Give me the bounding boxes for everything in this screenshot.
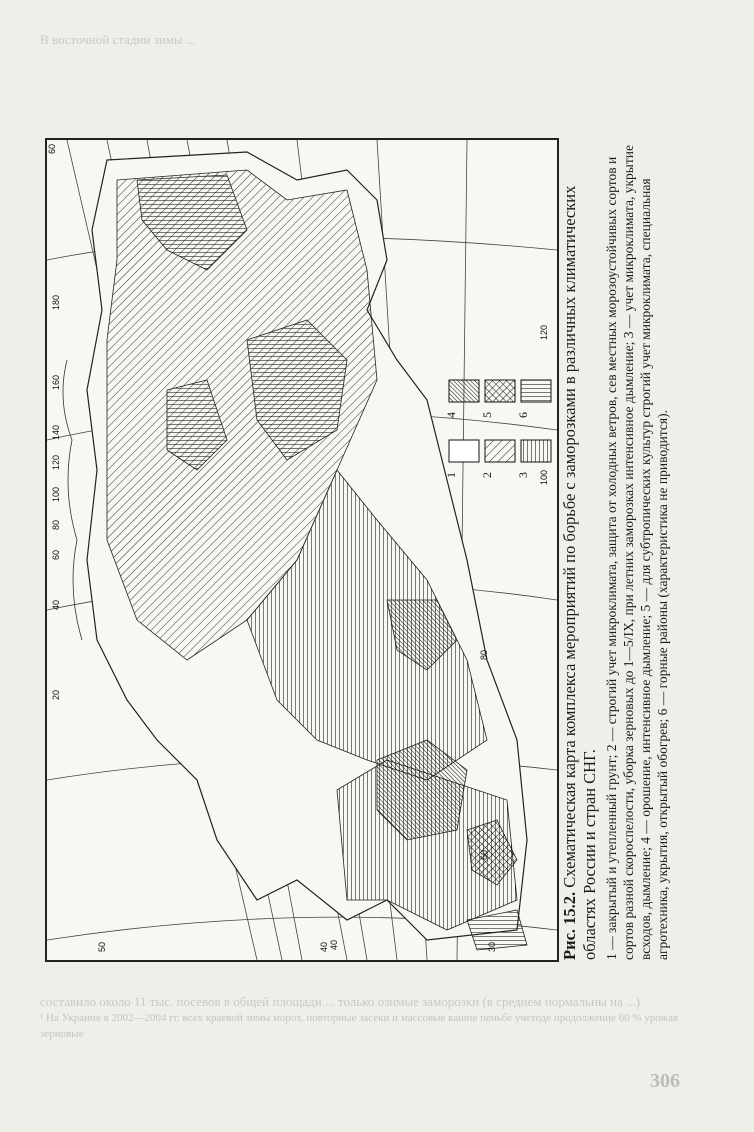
meridian-label-80: 80 <box>51 519 61 530</box>
footnote: ¹ На Украине в 2002—2004 гг. всех краевой зимы мороз, повторные засеки и массовые кашне пеньбе учетоде продолжение 60 % урожая зерновые <box>40 1012 679 1040</box>
meridian-label-180: 180 <box>51 294 61 310</box>
coastline <box>63 360 82 640</box>
legend-num-1: 1 <box>444 472 458 478</box>
page-number: 306 <box>650 1070 680 1092</box>
figure-number: Рис. 15.2. <box>560 891 579 960</box>
inner-label-60: 60 <box>479 849 489 860</box>
meridian-label-120: 120 <box>51 454 61 470</box>
meridian-label-40: 40 <box>51 599 61 610</box>
bleed-through-text-top: В восточной стадии зимы ... <box>40 32 196 47</box>
meridian-label-100: 100 <box>51 486 61 502</box>
legend-num-4: 4 <box>444 412 458 418</box>
legend-swatch-2 <box>485 440 515 462</box>
figure-caption-wrapper <box>560 140 720 960</box>
legend-swatch-6 <box>521 380 551 402</box>
meridian-label-140: 140 <box>51 424 61 440</box>
legend-num-5: 5 <box>480 412 494 418</box>
inner-label-80: 80 <box>479 649 489 660</box>
legend <box>444 380 551 478</box>
legend-num-3: 3 <box>516 472 530 478</box>
map-canvas <box>47 140 557 960</box>
figure-title-line <box>560 140 600 960</box>
meridian-label-60-top: 60 <box>47 143 57 154</box>
legend-num-2: 2 <box>480 472 494 478</box>
meridian-labels <box>47 144 61 700</box>
legend-num-6: 6 <box>516 412 530 418</box>
parallel-label-30: 30 <box>487 941 497 952</box>
map-frame <box>45 138 559 962</box>
meridian-label-20: 20 <box>51 689 61 700</box>
legend-swatch-3 <box>521 440 551 462</box>
inner-label-100: 100 <box>539 469 549 485</box>
figure-caption <box>560 140 720 960</box>
legend-swatch-5 <box>485 380 515 402</box>
bleed-through-text-bottom: составило около 11 тыс. посевов в общей площади ... только озимые заморозки (в среднем нормальны на ...) <box>40 994 641 1009</box>
meridian-label-160: 160 <box>51 374 61 390</box>
legend-swatch-1 <box>449 440 479 462</box>
figure-description: 1 — закрытый и утепленный грунт; 2 — строгий учет микроклимата, защита от холодных ветров, сев местных морозоустойчивых сортов и сортов разной скороспелости, уборка зерновых до 1—5/IX, при летних заморозках интенсивное дымление; 3 — учет микроклимата, укрытие всходов, дымление; 4 — орошение, интенсивное дымление; 5 — для субтропических культур строгий учет микроклимата, специальная агротехника, укрытия, открытый обогрев; 6 — горные районы (характеристика не приводится). <box>604 145 670 960</box>
inner-label-120: 120 <box>539 324 549 340</box>
figure-title: Схематическая карта комплекса мероприятий по борьбе с заморозками в различных климатических областях России и стран СНГ. <box>560 185 599 960</box>
meridian-label-60: 60 <box>51 549 61 560</box>
inner-label-40: 40 <box>329 939 339 950</box>
parallel-label-40: 40 <box>319 941 329 952</box>
parallel-label-50: 50 <box>97 941 107 952</box>
legend-swatch-4 <box>449 380 479 402</box>
